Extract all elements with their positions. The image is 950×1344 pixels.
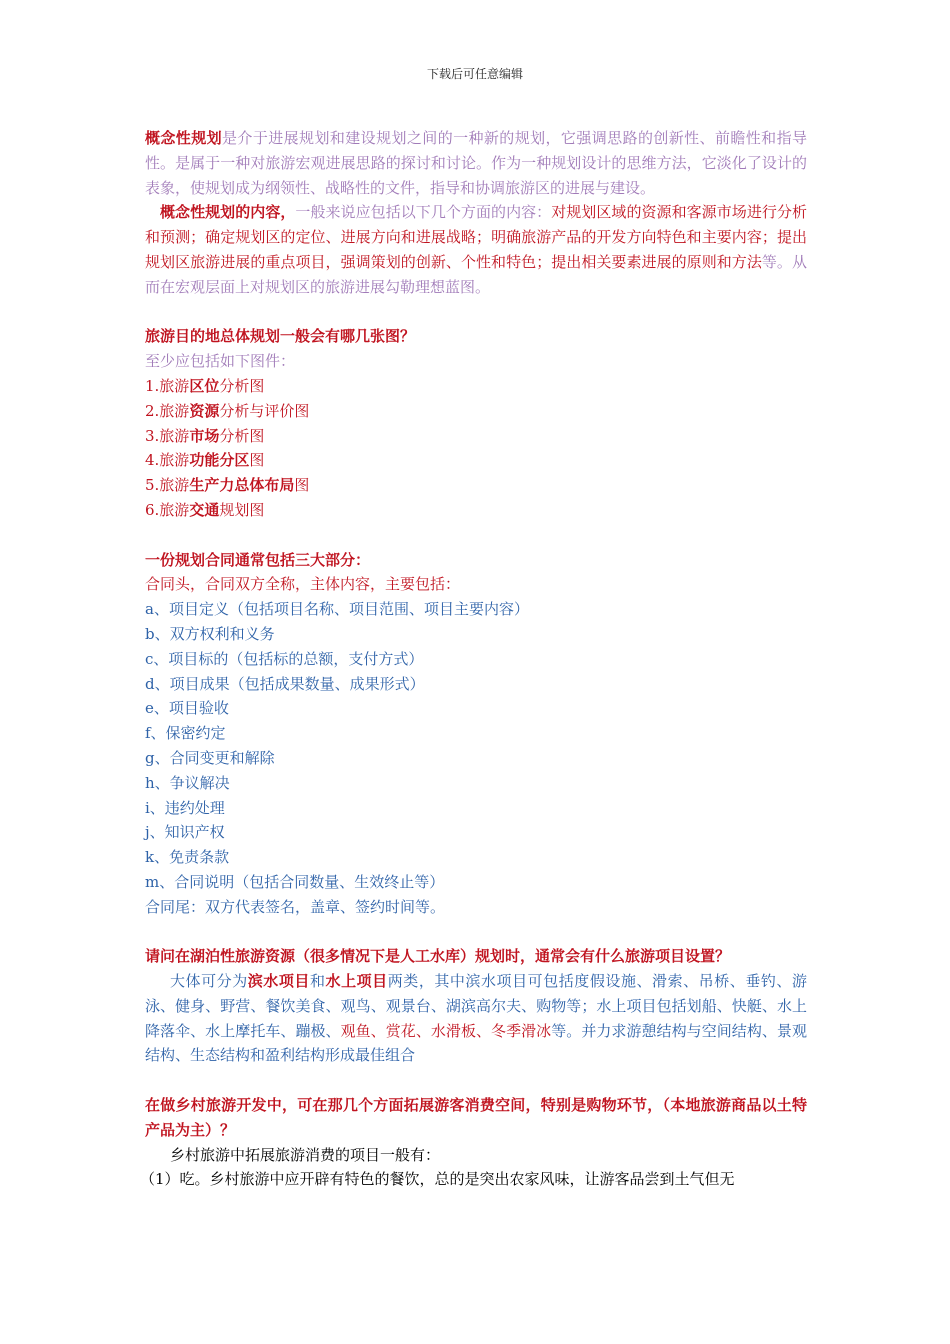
maps-list-item xyxy=(145,473,807,498)
maps-list-item xyxy=(145,448,807,473)
maps-item-keyword: 市场 xyxy=(189,426,220,445)
maps-item-prefix: 6.旅游 xyxy=(145,500,190,519)
contract-item: d、项目成果（包括成果数量、成果形式） xyxy=(145,674,425,693)
lake-highlight-items: 观鱼、赏花、水滑板、冬季滑冰 xyxy=(340,1021,552,1040)
contract-tail-line: 合同尾：双方代表签名，盖章、签约时间等。 xyxy=(145,897,446,916)
contract-item: m、合同说明（包括合同数量、生效终止等） xyxy=(145,872,445,891)
maps-item-keyword: 区位 xyxy=(189,376,220,395)
contract-item: b、双方权利和义务 xyxy=(145,624,275,643)
contract-item: k、免责条款 xyxy=(145,848,230,867)
maps-item-prefix: 3.旅游 xyxy=(145,426,190,445)
concept-planning-content-paragraph xyxy=(145,200,807,299)
concept-planning-paragraph xyxy=(145,126,807,200)
maps-item-suffix: 分析与评价图 xyxy=(219,401,310,420)
waterfront-projects-term: 滨水项目 xyxy=(247,972,310,991)
maps-list-item xyxy=(145,374,807,399)
contract-item: e、项目验收 xyxy=(145,699,229,718)
contract-item: a、项目定义（包括项目名称、项目范围、项目主要内容） xyxy=(145,600,529,619)
maps-item-keyword: 资源 xyxy=(189,401,220,420)
concept-content-term: 概念性规划的内容， xyxy=(160,203,296,222)
maps-item-prefix: 2.旅游 xyxy=(145,401,190,420)
concept-planning-term: 概念性规划 xyxy=(145,129,223,147)
concept-planning-definition: 是介于进展规划和建设规划之间的一种新的规划，它强调思路的创新性、前瞻性和指导性。是属于一种对旅游宏观进展思路的探讨和讨论。作为一种规划设计的思维方法，它淡化了设计的表象，使规划成为纲领性、战略性的文件，指导和协调旅游区的进展与建设。 xyxy=(145,129,807,197)
contract-item: j、知识产权 xyxy=(145,823,225,842)
lake-text-1: 大体可分为 xyxy=(170,972,248,991)
maps-item-prefix: 5.旅游 xyxy=(145,476,190,495)
contract-head-line: 合同头，合同双方全称，主体内容，主要包括： xyxy=(145,575,461,594)
maps-item-keyword: 交通 xyxy=(189,500,220,519)
maps-item-keyword: 生产力总体布局 xyxy=(189,476,295,495)
maps-item-suffix: 分析图 xyxy=(219,376,265,395)
maps-item-keyword: 功能分区 xyxy=(189,451,250,470)
concept-content-end: 等。从而在宏观层面上对规划区的旅游进展勾勒理想蓝图。 xyxy=(145,252,807,296)
lake-question-heading: 请问在湖泊性旅游资源（很多情况下是人工水库）规划时，通常会有什么旅游项目设置？ xyxy=(145,947,731,966)
maps-list-item xyxy=(145,424,807,449)
maps-item-suffix: 图 xyxy=(249,451,265,470)
maps-question-heading: 旅游目的地总体规划一般会有哪几张图？ xyxy=(145,327,416,346)
maps-item-suffix: 分析图 xyxy=(219,426,265,445)
lake-answer-paragraph xyxy=(145,969,807,1068)
lake-text-4: 等。并力求游憩结构与空间结构、景观结构、生态结构和盈利结构形成最佳组合 xyxy=(145,1021,807,1065)
maps-intro: 至少应包括如下图件： xyxy=(145,352,296,371)
contract-item: c、项目标的（包括标的总额，支付方式） xyxy=(145,649,424,668)
rural-intro: 乡村旅游中拓展旅游消费的项目一般有： xyxy=(170,1145,441,1164)
maps-list xyxy=(145,374,807,523)
contract-item: g、合同变更和解除 xyxy=(145,748,275,767)
maps-item-suffix: 图 xyxy=(294,476,310,495)
water-projects-term: 水上项目 xyxy=(325,972,388,991)
concept-content-detail: 对规划区域的资源和客源市场进行分析和预测；确定规划区的定位、进展方向和进展战略；明确旅游产品的开发方向特色和主要内容；提出规划区旅游进展的重点项目，强调策划的创新、个性和特色；提出相关要素进展的原则和方法 xyxy=(145,203,807,271)
rural-item-1: （1）吃。乡村旅游中应开辟有特色的餐饮，总的是突出农家风味，让游客品尝到土气但无 xyxy=(140,1170,735,1189)
contract-item: h、争议解决 xyxy=(145,773,230,792)
maps-item-prefix: 1.旅游 xyxy=(145,376,190,395)
lake-text-3: 两类，其中滨水项目可包括度假设施、滑索、吊桥、垂钓、游泳、健身、野营、餐饮美食、观鸟、观景台、湖滨高尔夫、购物等；水上项目包括划船、快艇、水上降落伞、水上摩托车、蹦极、 xyxy=(145,972,807,1040)
maps-item-prefix: 4.旅游 xyxy=(145,451,190,470)
rural-tourism-heading: 在做乡村旅游开发中，可在那几个方面拓展游客消费空间，特别是购物环节，（本地旅游商品以土特产品为主）？ xyxy=(145,1096,807,1139)
contract-items-list xyxy=(145,597,807,895)
contract-heading: 一份规划合同通常包括三大部分： xyxy=(145,550,371,569)
maps-list-item xyxy=(145,399,807,424)
concept-content-lead: 一般来说应包括以下几个方面的内容： xyxy=(295,203,552,222)
contract-item: f、保密约定 xyxy=(145,724,226,743)
maps-list-item xyxy=(145,498,807,523)
contract-item: i、违约处理 xyxy=(145,798,225,817)
page-header: 下载后可任意编辑 xyxy=(426,67,523,81)
document-body xyxy=(140,126,807,1192)
lake-text-2: 和 xyxy=(309,972,326,991)
maps-item-suffix: 规划图 xyxy=(219,500,265,519)
